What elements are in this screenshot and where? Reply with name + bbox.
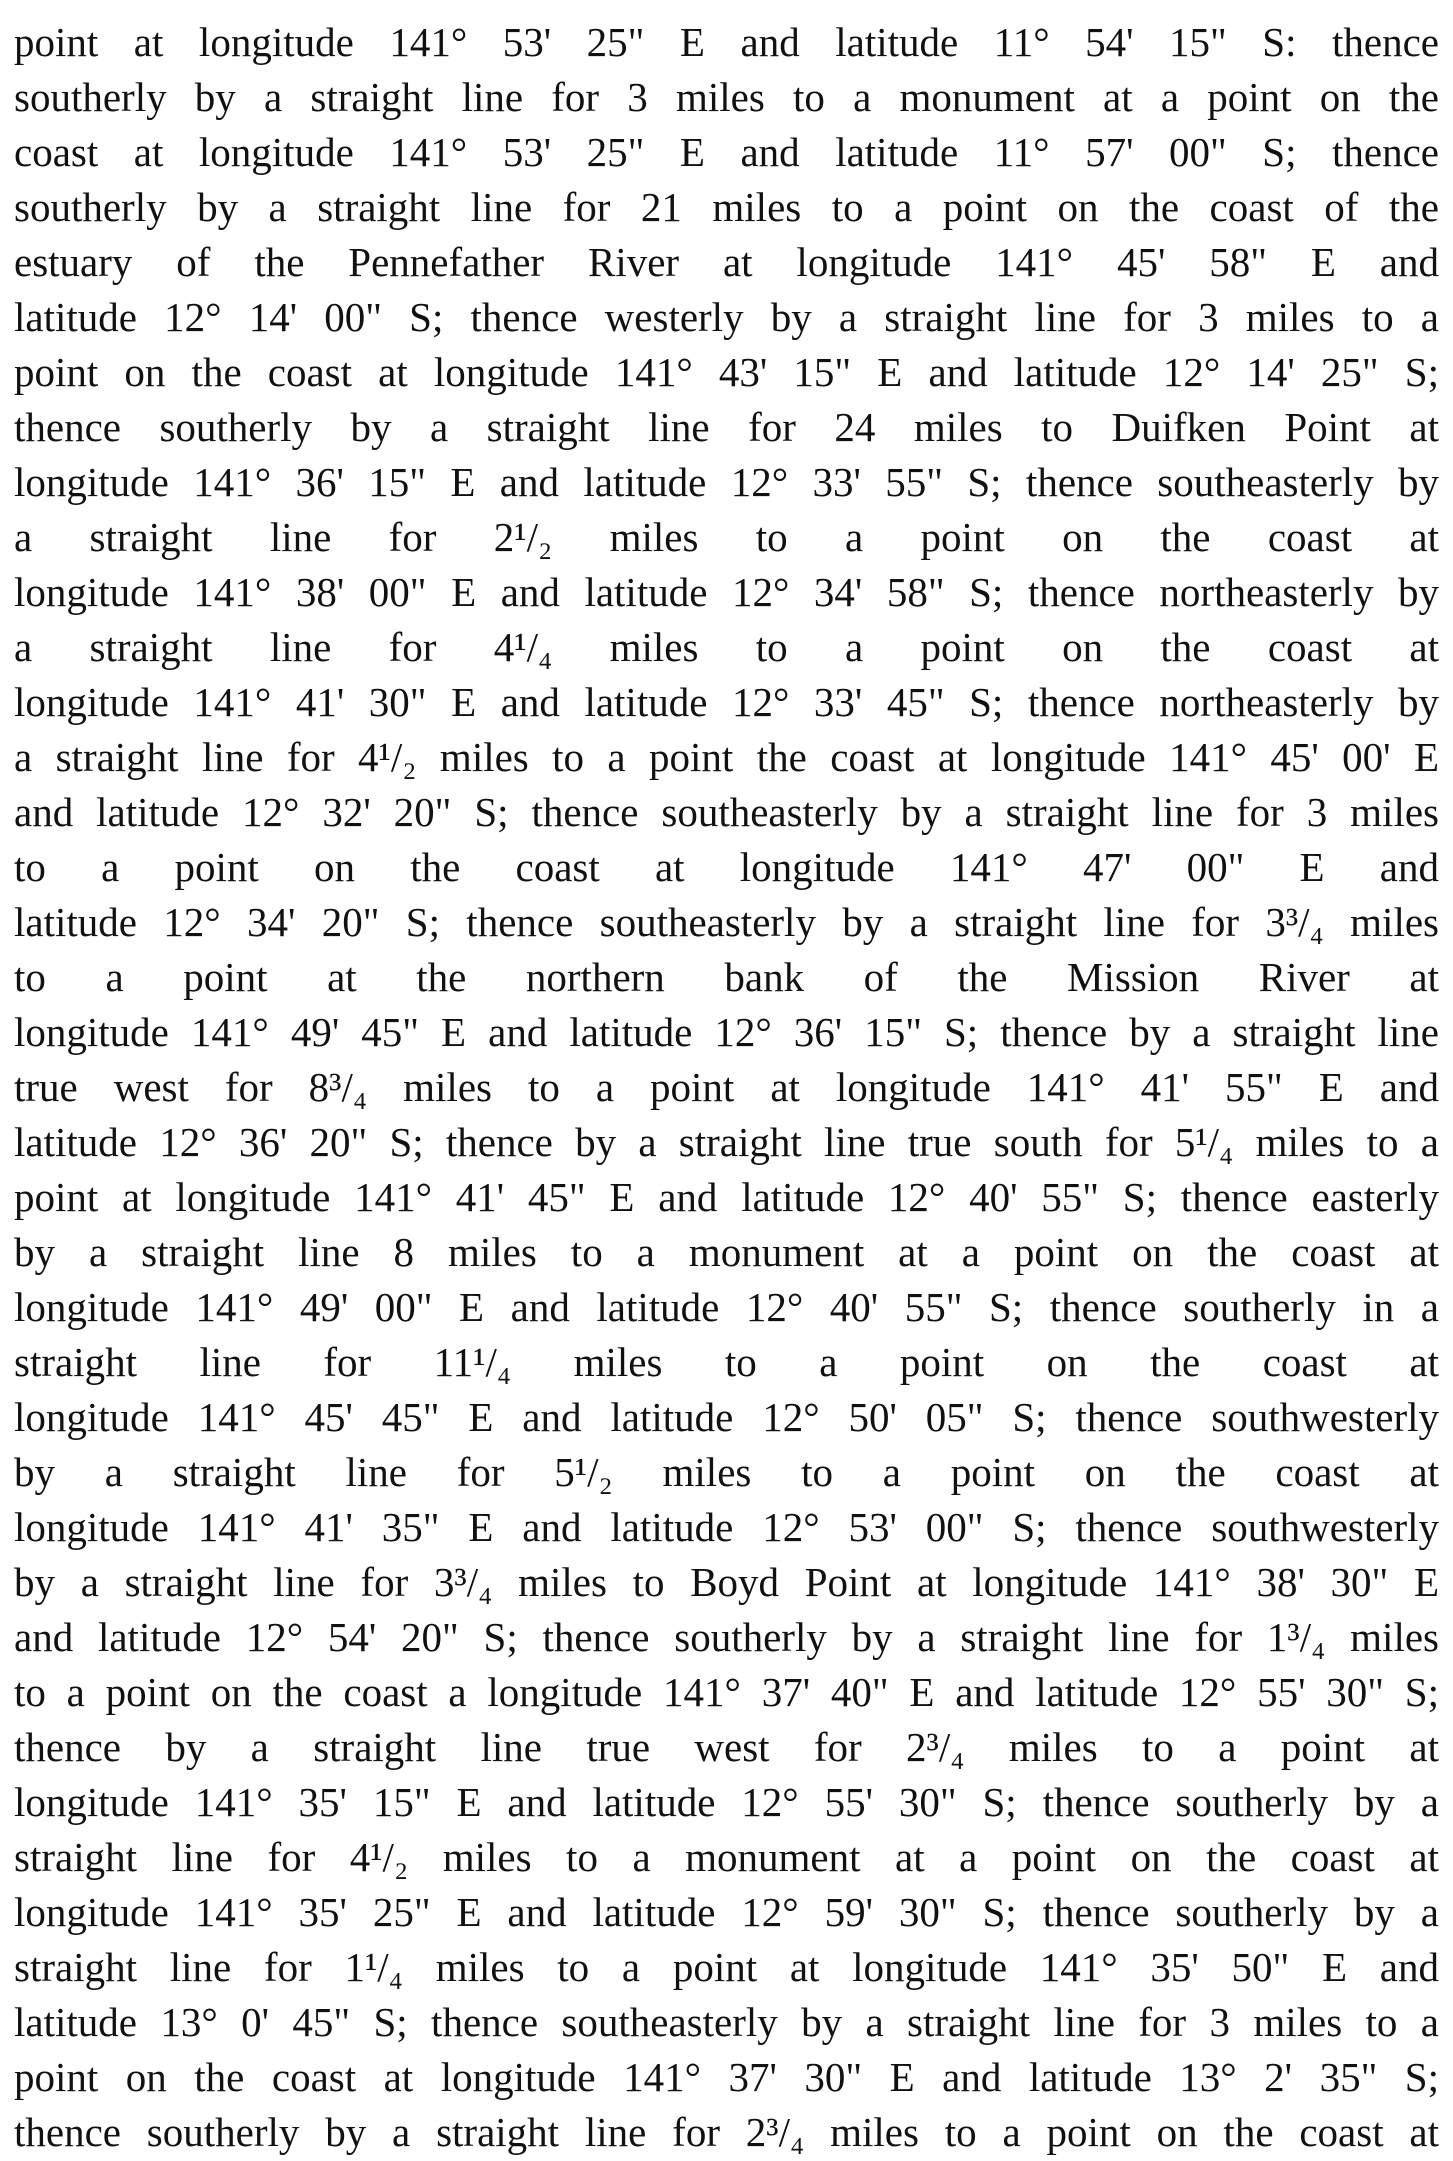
text-line: longitude 141° 49' 45" E and latitude 12° 36' 15" S; thence by a straight line — [14, 1009, 1439, 1055]
text-line: longitude 141° 35' 25" E and latitude 12° 59' 30" S; thence southerly by a — [14, 1889, 1439, 1935]
text-line: longitude 141° 41' 30" E and latitude 12° 33' 45" S; thence northeasterly by — [14, 679, 1439, 725]
text-line: a straight line for 4¹/₄ miles to a point on the coast at — [14, 624, 1439, 670]
text-line: latitude 12° 34' 20" S; thence southeasterly by a straight line for 3³/₄ miles — [14, 899, 1439, 945]
text-line: straight line for 11¹/₄ miles to a point on the coast at — [14, 1339, 1439, 1385]
text-line: longitude 141° 36' 15" E and latitude 12° 33' 55" S; thence southeasterly by — [14, 459, 1439, 505]
text-line: a straight line for 2¹/₂ miles to a point on the coast at — [14, 514, 1439, 560]
text-line: estuary of the Pennefather River at longitude 141° 45' 58" E and — [14, 239, 1439, 285]
text-line: by a straight line for 5¹/₂ miles to a point on the coast at — [14, 1449, 1439, 1495]
text-line: latitude 12° 36' 20" S; thence by a straight line true south for 5¹/₄ miles to a — [14, 1119, 1439, 1165]
text-line: a straight line for 4¹/₂ miles to a point the coast at longitude 141° 45' 00' E — [14, 734, 1439, 780]
text-line: point at longitude 141° 53' 25" E and latitude 11° 54' 15" S: thence — [14, 19, 1439, 65]
document-page — [14, 0, 1439, 2161]
text-line: southerly by a straight line for 21 miles to a point on the coast of the — [14, 184, 1439, 230]
text-line: by a straight line for 3³/₄ miles to Boyd Point at longitude 141° 38' 30" E — [14, 1559, 1439, 1605]
text-line: point on the coast at longitude 141° 43' 15" E and latitude 12° 14' 25" S; — [14, 349, 1439, 395]
text-line: thence southerly by a straight line for 24 miles to Duifken Point at — [14, 404, 1439, 450]
text-line: longitude 141° 45' 45" E and latitude 12° 50' 05" S; thence southwesterly — [14, 1394, 1439, 1440]
text-line: latitude 13° 0' 45" S; thence southeasterly by a straight line for 3 miles to a — [14, 1999, 1439, 2045]
text-line: to a point at the northern bank of the Mission River at — [14, 954, 1439, 1000]
text-line: and latitude 12° 54' 20" S; thence southerly by a straight line for 1³/₄ miles — [14, 1614, 1439, 1660]
text-line: true west for 8³/₄ miles to a point at longitude 141° 41' 55" E and — [14, 1064, 1439, 1110]
text-line: longitude 141° 38' 00" E and latitude 12° 34' 58" S; thence northeasterly by — [14, 569, 1439, 615]
text-line: and latitude 12° 32' 20" S; thence southeasterly by a straight line for 3 miles — [14, 789, 1439, 835]
text-line: longitude 141° 49' 00" E and latitude 12° 40' 55" S; thence southerly in a — [14, 1284, 1439, 1330]
text-line: longitude 141° 35' 15" E and latitude 12° 55' 30" S; thence southerly by a — [14, 1779, 1439, 1825]
text-line: to a point on the coast at longitude 141° 47' 00" E and — [14, 844, 1439, 890]
text-line: straight line for 4¹/₂ miles to a monument at a point on the coast at — [14, 1834, 1439, 1880]
text-line: thence southerly by a straight line for 2³/₄ miles to a point on the coast at — [14, 2109, 1439, 2155]
text-line: longitude 141° 41' 35" E and latitude 12° 53' 00" S; thence southwesterly — [14, 1504, 1439, 1550]
text-line: point on the coast at longitude 141° 37' 30" E and latitude 13° 2' 35" S; — [14, 2054, 1439, 2100]
text-line: thence by a straight line true west for 2³/₄ miles to a point at — [14, 1724, 1439, 1770]
text-line: southerly by a straight line for 3 miles to a monument at a point on the — [14, 74, 1439, 120]
text-line: point at longitude 141° 41' 45" E and latitude 12° 40' 55" S; thence easterly — [14, 1174, 1439, 1220]
text-line: straight line for 1¹/₄ miles to a point at longitude 141° 35' 50" E and — [14, 1944, 1439, 1990]
text-line: latitude 12° 14' 00" S; thence westerly by a straight line for 3 miles to a — [14, 294, 1439, 340]
text-line: coast at longitude 141° 53' 25" E and latitude 11° 57' 00" S; thence — [14, 129, 1439, 175]
text-line: to a point on the coast a longitude 141° 37' 40" E and latitude 12° 55' 30" S; — [14, 1669, 1439, 1715]
text-line: by a straight line 8 miles to a monument at a point on the coast at — [14, 1229, 1439, 1275]
